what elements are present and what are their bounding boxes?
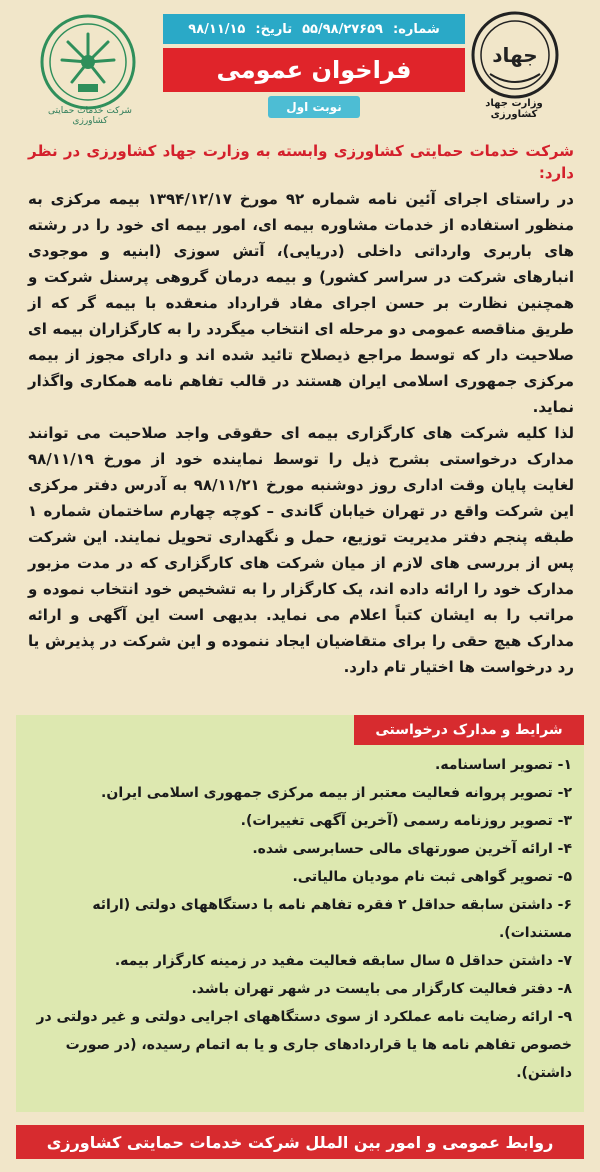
emblem-text: جهاد (492, 43, 538, 67)
date-label: تاریخ: (255, 21, 293, 37)
page-title: فراخوان عمومی (163, 48, 465, 92)
number-label: شماره: (393, 21, 440, 37)
requirement-item: ۹- ارائه رضایت نامه عملکرد از سوی دستگاههای اجرایی دولتی و غیر دولتی در خصوص تفاهم نامه ها یا قراردادهای جاری و یا به اتمام رسیده، (در صورت داشتن). (36, 1009, 572, 1081)
requirement-item: ۱- تصویر اساسنامه. (435, 757, 572, 773)
footer-signature: روابط عمومی و امور بین الملل شرکت خدمات حمایتی کشاورزی (16, 1125, 584, 1159)
left-logo-caption: شرکت خدمات حمایتی کشاورزی (48, 106, 132, 126)
requirement-item: ۷- داشتن حداقل ۵ سال سابقه فعالیت مفید در زمینه کارگزار بیمه. (114, 953, 572, 969)
requirement-item: ۲- تصویر پروانه فعالیت معتبر از بیمه مرکزی جمهوری اسلامی ایران. (101, 785, 572, 801)
paragraph-1: در راستای اجرای آئین نامه شماره ۹۲ مورخ ۱۳۹۴/۱۲/۱۷ بیمه مرکزی به منظور استفاده از خدمات مشاوره بیمه ای، امور بیمه ای خود را در رشته های باربری وارداتی داخلی (دریایی)، آتش سوزی (ابنیه و موجودی انبارهای شرکت در سراسر کشور) و بیمه درمان گروهی پرسنل شرکت و همچنین نظارت بر حسن اجرای مفاد قرارداد منعقده با بیمه گر که از طریق مناقصه عمومی دو مرحله ای انتخاب میگردد را به کارگزاران بیمه ای صلاحیت دار که توسط مراجع ذیصلاح تائید شده اند و دارای مجوز از بیمه مرکزی جمهوری اسلامی ایران هستند در قالب تفاهم نامه همکاری واگذار نماید. (28, 190, 574, 416)
notice-header (0, 0, 600, 135)
round-badge: نوبت اول (268, 96, 360, 118)
date-value: ۹۸/۱۱/۱۵ (188, 21, 246, 37)
number-date-bar (163, 14, 465, 44)
requirements-list (32, 751, 572, 1087)
requirement-item: ۸- دفتر فعالیت کارگزار می بایست در شهر تهران باشد. (191, 981, 572, 997)
notice-body (28, 140, 574, 680)
requirements-box (16, 715, 584, 1112)
paragraph-2: لذا کلیه شرکت های کارگزاری بیمه ای حقوقی واجد صلاحیت می توانند مدارک درخواستی بشرح ذیل را توسط نماینده خود از مورخ ۹۸/۱۱/۱۹ لغایت پایان وقت اداری روز دوشنبه مورخ ۹۸/۱۱/۲۱ به آدرس دفتر مرکزی این شرکت واقع در تهران خیابان گاندی – کوچه چهارم ساختمان شماره ۱ طبقه پنجم دفتر مدیریت توزیع، حمل و نگهداری تحویل نمایند. این شرکت پس از بررسی های لازم از میان شرکت های کارگزاری که در مدت مزبور مدارک خود را ارائه داده اند، یک کارگزار را به تشخیص خود انتخاب نموده و مراتب را به ایشان کتباً اعلام می نماید. بدیهی است این آگهی و ارائه مدارک هیچ حقی را برای متقاضیان ایجاد ننموده و این شرکت در پذیرش یا رد درخواست ها اختیار تام دارد. (28, 424, 574, 676)
requirement-item: ۳- تصویر روزنامه رسمی (آخرین آگهی تغییرات). (240, 813, 572, 829)
agricultural-services-logo (38, 12, 138, 112)
number-value: ۵۵/۹۸/۲۷۶۵۹ (302, 21, 383, 37)
requirement-item: ۴- ارائه آخرین صورتهای مالی حسابرسی شده. (252, 841, 572, 857)
lead-text: شرکت خدمات حمایتی کشاورزی وابسته به وزارت جهاد کشاورزی در نظر دارد: (28, 142, 574, 182)
requirement-item: ۶- داشتن سابقه حداقل ۲ فقره تفاهم نامه با دستگاههای دولتی (ارائه مستندات). (92, 897, 572, 941)
requirement-item: ۵- تصویر گواهی ثبت نام مودیان مالیاتی. (292, 869, 572, 885)
right-logo-caption: وزارت جهاد کشاورزی (485, 98, 543, 120)
jihad-emblem-logo (470, 10, 560, 100)
requirements-title: شرایط و مدارک درخواستی (354, 715, 584, 745)
